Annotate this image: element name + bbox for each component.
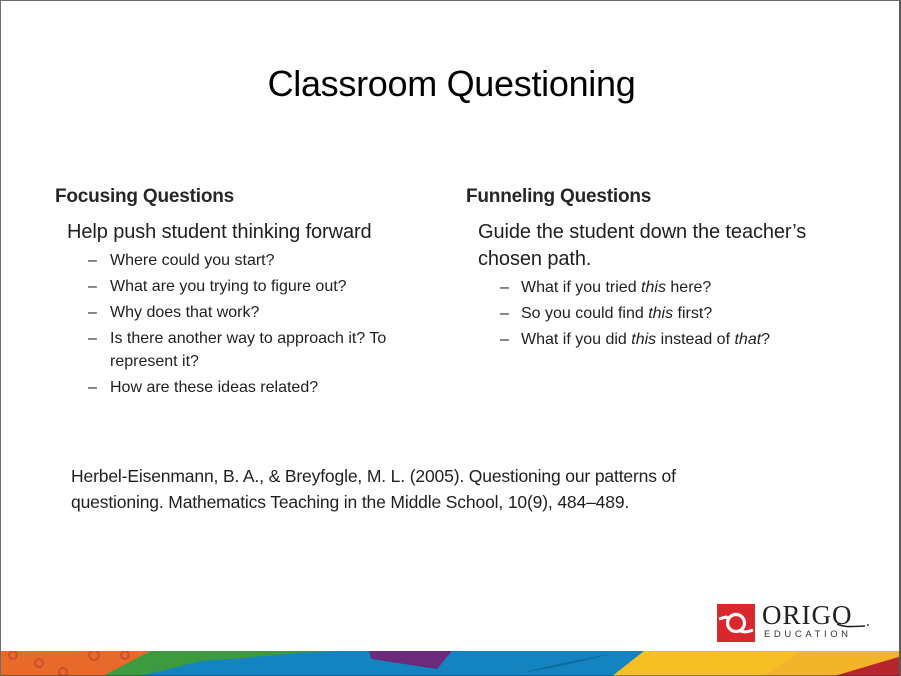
- origo-wordmark: ORIGO: [762, 600, 853, 630]
- dash-bullet-icon: –: [88, 304, 97, 321]
- focusing-questions-heading: Focusing Questions: [55, 186, 235, 207]
- question-item: [55, 377, 425, 400]
- question-item: [55, 250, 425, 273]
- question-text: Where could you start?: [110, 252, 275, 269]
- funneling-questions-description: Guide the student down the teacher’s chosen path.: [478, 221, 807, 270]
- question-text: Why does that work?: [110, 304, 260, 321]
- question-text: ?: [761, 331, 771, 348]
- focusing-questions-column: [55, 183, 425, 403]
- question-text: What if you did: [521, 331, 632, 348]
- question-text: first?: [673, 305, 713, 322]
- question-item: [55, 328, 425, 373]
- question-text: What if you tried: [521, 279, 642, 296]
- dash-bullet-icon: –: [88, 278, 97, 295]
- question-text: instead of: [656, 331, 735, 348]
- dash-bullet-icon: –: [500, 305, 509, 322]
- origo-education-logo: [717, 602, 877, 644]
- focusing-questions-description: Help push student thinking forward: [67, 221, 372, 243]
- funneling-questions-heading: Funneling Questions: [466, 186, 652, 207]
- emphasized-text: this: [641, 279, 666, 296]
- question-item: [466, 329, 846, 352]
- emphasized-text: this: [648, 305, 674, 322]
- decorative-footer-bar: [1, 651, 901, 676]
- question-text: Is there another way to approach it? To represent it?: [110, 330, 387, 370]
- origo-tagline: EDUCATION: [764, 629, 852, 640]
- dash-bullet-icon: –: [500, 279, 509, 296]
- emphasized-text: that: [734, 331, 762, 348]
- dash-bullet-icon: –: [88, 330, 97, 347]
- origo-logo-mark-icon: [717, 604, 755, 642]
- question-item: [466, 303, 846, 326]
- emphasized-text: this: [631, 331, 657, 348]
- question-text: here?: [665, 279, 712, 296]
- question-item: [55, 302, 425, 325]
- slide-title: Classroom Questioning: [267, 63, 636, 104]
- focusing-questions-list: [55, 250, 425, 399]
- dash-bullet-icon: –: [88, 252, 97, 269]
- question-text: What are you trying to figure out?: [110, 278, 347, 295]
- funneling-questions-column: [466, 183, 846, 355]
- funneling-questions-list: [466, 277, 846, 352]
- question-text: So you could find: [521, 305, 649, 322]
- dash-bullet-icon: –: [500, 331, 509, 348]
- dash-bullet-icon: –: [88, 378, 97, 396]
- question-text: How are these ideas related?: [110, 378, 319, 396]
- question-item: [55, 276, 425, 299]
- question-item: [466, 277, 846, 300]
- origo-swoosh-icon: [837, 616, 871, 628]
- citation: Herbel-Eisenmann, B. A., & Breyfogle, M. L. (2005). Questioning our patterns of questioning. Mathematics Teaching in the Middle School, 10(9), 484–489.: [71, 466, 676, 512]
